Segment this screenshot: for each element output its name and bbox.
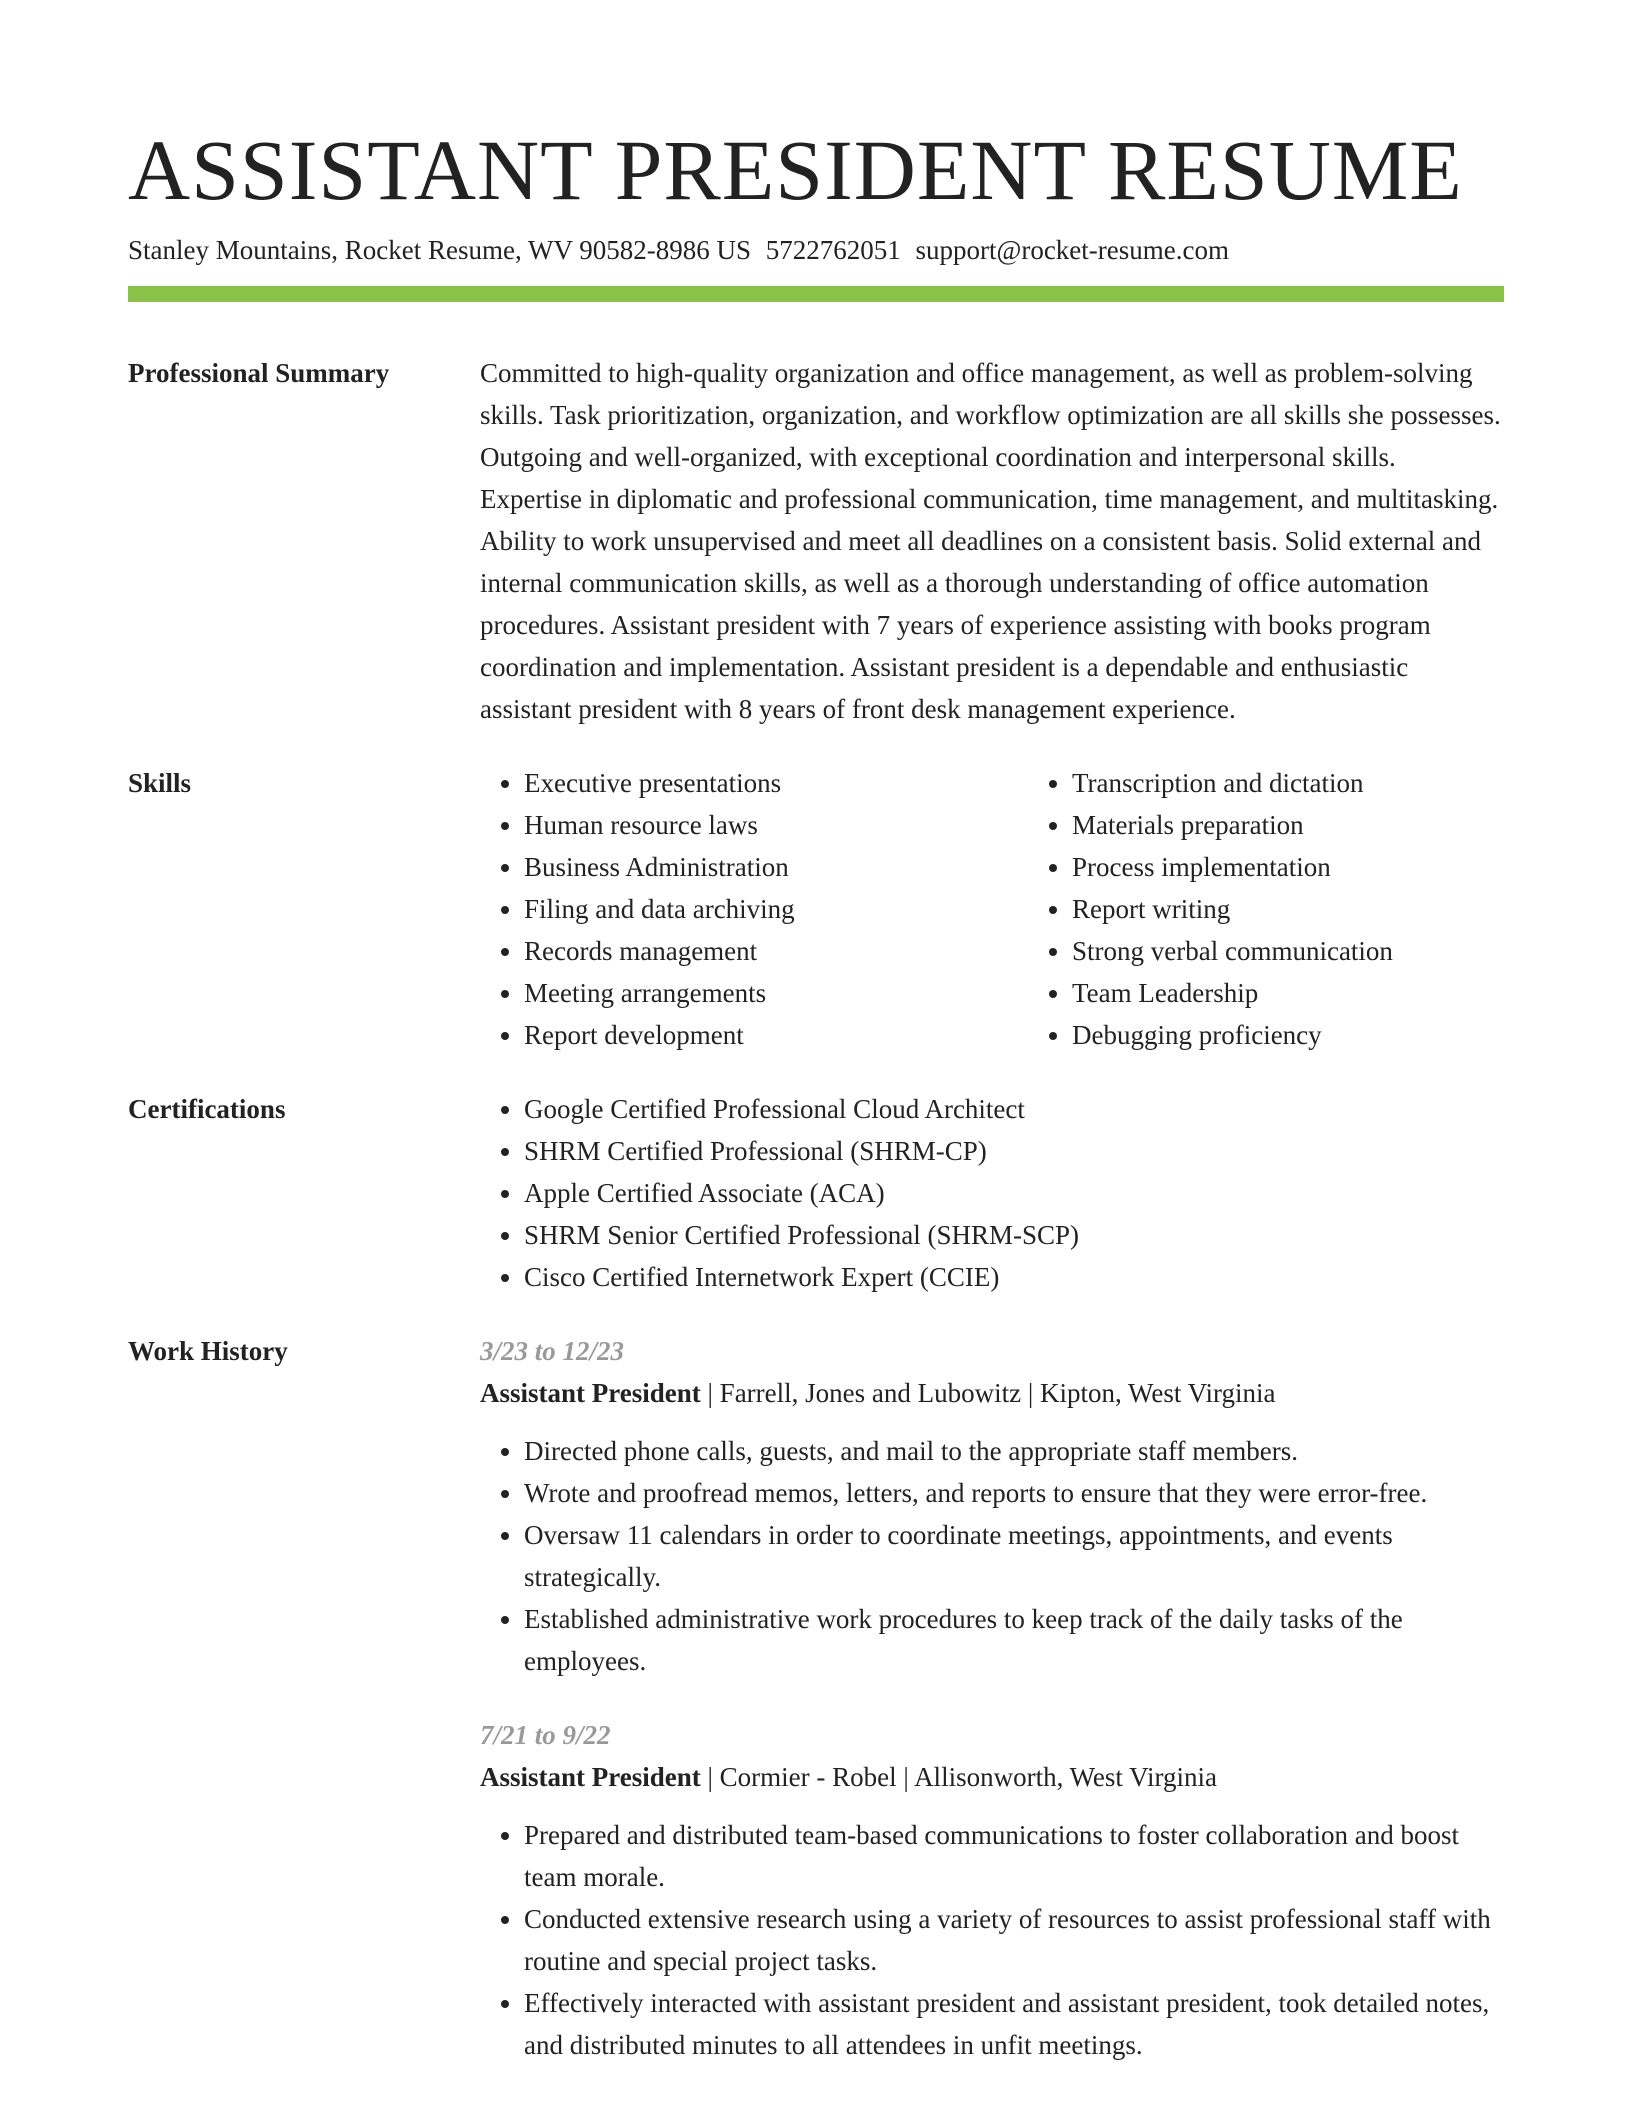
section-label-summary: Professional Summary	[128, 358, 390, 388]
section-label-skills: Skills	[128, 768, 192, 798]
job-bullets	[480, 1814, 1504, 2066]
job-bullets	[480, 1430, 1504, 1682]
job-heading	[480, 1756, 1504, 1798]
skill-item: • Business Administration	[524, 846, 1028, 888]
job-separator: |	[707, 1762, 713, 1792]
skill-item: • Transcription and dictation	[1072, 762, 1576, 804]
job-title: Assistant President	[480, 1762, 701, 1792]
professional-summary-section	[128, 352, 1504, 730]
skill-item: • Report writing	[1072, 888, 1576, 930]
resume-title: ASSISTANT PRESIDENT RESUME	[128, 122, 1463, 218]
skill-item: • Executive presentations	[524, 762, 1028, 804]
section-label-certifications: Certifications	[128, 1094, 286, 1124]
job-bullet: • Wrote and proofread memos, letters, and reports to ensure that they were error-free.	[524, 1472, 1504, 1514]
contact-phone: 5722762051	[765, 235, 901, 265]
skill-item: • Debugging proficiency	[1072, 1014, 1576, 1056]
job-bullet: • Conducted extensive research using a variety of resources to assist professional staff with routine and special project tasks.	[524, 1898, 1504, 1982]
job-heading	[480, 1372, 1504, 1414]
job-title: Assistant President	[480, 1378, 701, 1408]
skill-item: • Records management	[524, 930, 1028, 972]
contact-email: support@rocket-resume.com	[915, 235, 1229, 265]
skills-column-2	[1028, 762, 1576, 1056]
contact-address: Stanley Mountains, Rocket Resume, WV 90582-8986 US	[128, 235, 751, 265]
job-bullet: • Effectively interacted with assistant president and assistant president, took detailed notes, and distributed minutes to all attendees in unfit meetings.	[524, 1982, 1504, 2066]
certification-item: • Google Certified Professional Cloud Architect	[524, 1088, 1504, 1130]
job-location: Allisonworth, West Virginia	[914, 1762, 1218, 1792]
section-label-work-history: Work History	[128, 1336, 288, 1366]
job-dates: 3/23 to 12/23	[480, 1336, 625, 1366]
skill-item: • Meeting arrangements	[524, 972, 1028, 1014]
certification-item: • SHRM Certified Professional (SHRM-CP)	[524, 1130, 1504, 1172]
certifications-body	[480, 1088, 1504, 1298]
skill-item: • Human resource laws	[524, 804, 1028, 846]
work-history-section	[128, 1330, 1504, 2066]
job-separator: |	[1027, 1378, 1034, 1408]
certification-item: • SHRM Senior Certified Professional (SHRM-SCP)	[524, 1214, 1504, 1256]
job-bullet: • Oversaw 11 calendars in order to coordinate meetings, appointments, and events strategically.	[524, 1514, 1504, 1598]
skills-column-1	[480, 762, 1028, 1056]
skill-item: • Team Leadership	[1072, 972, 1576, 1014]
summary-text: Committed to high-quality organization and office management, as well as problem-solving skills. Task prioritization, organization, and workflow optimization are all skills she possesses. Outgoing and well-organized, with exceptional coordination and interpersonal skills. Expertise in diplomatic and professional communication, time management, and multitasking. Ability to work unsupervised and meet all deadlines on a consistent basis. Solid external and internal communication skills, as well as a thorough understanding of office automation procedures. Assistant president with 7 years of experience assisting with books program coordination and implementation. Assistant president is a dependable and enthusiastic assistant president with 8 years of front desk management experience.	[480, 358, 1501, 724]
skill-item: • Materials preparation	[1072, 804, 1576, 846]
job-separator: |	[903, 1762, 909, 1792]
resume-page	[128, 118, 1504, 2066]
job-company: Farrell, Jones and Lubowitz	[719, 1378, 1022, 1408]
job-bullet: • Established administrative work procedures to keep track of the daily tasks of the employees.	[524, 1598, 1504, 1682]
job-separator: |	[707, 1378, 713, 1408]
certification-item: • Cisco Certified Internetwork Expert (CCIE)	[524, 1256, 1504, 1298]
certification-item: • Apple Certified Associate (ACA)	[524, 1172, 1504, 1214]
job-location: Kipton, West Virginia	[1040, 1378, 1276, 1408]
job-entry	[480, 1714, 1504, 2066]
skill-item: • Process implementation	[1072, 846, 1576, 888]
certifications-section	[128, 1088, 1504, 1298]
job-company: Cormier - Robel	[719, 1762, 897, 1792]
job-dates: 7/21 to 9/22	[480, 1720, 611, 1750]
skills-section	[128, 762, 1504, 1056]
header-divider	[128, 286, 1504, 302]
contact-line	[128, 232, 1504, 268]
work-history-body	[480, 1330, 1504, 2066]
certifications-list	[480, 1088, 1504, 1298]
skills-columns	[480, 762, 1576, 1056]
job-entry	[480, 1330, 1504, 1682]
job-bullet: • Directed phone calls, guests, and mail to the appropriate staff members.	[524, 1430, 1504, 1472]
skill-item: • Strong verbal communication	[1072, 930, 1576, 972]
skill-item: • Filing and data archiving	[524, 888, 1028, 930]
job-bullet: • Prepared and distributed team-based communications to foster collaboration and boost team morale.	[524, 1814, 1504, 1898]
skill-item: • Report development	[524, 1014, 1028, 1056]
